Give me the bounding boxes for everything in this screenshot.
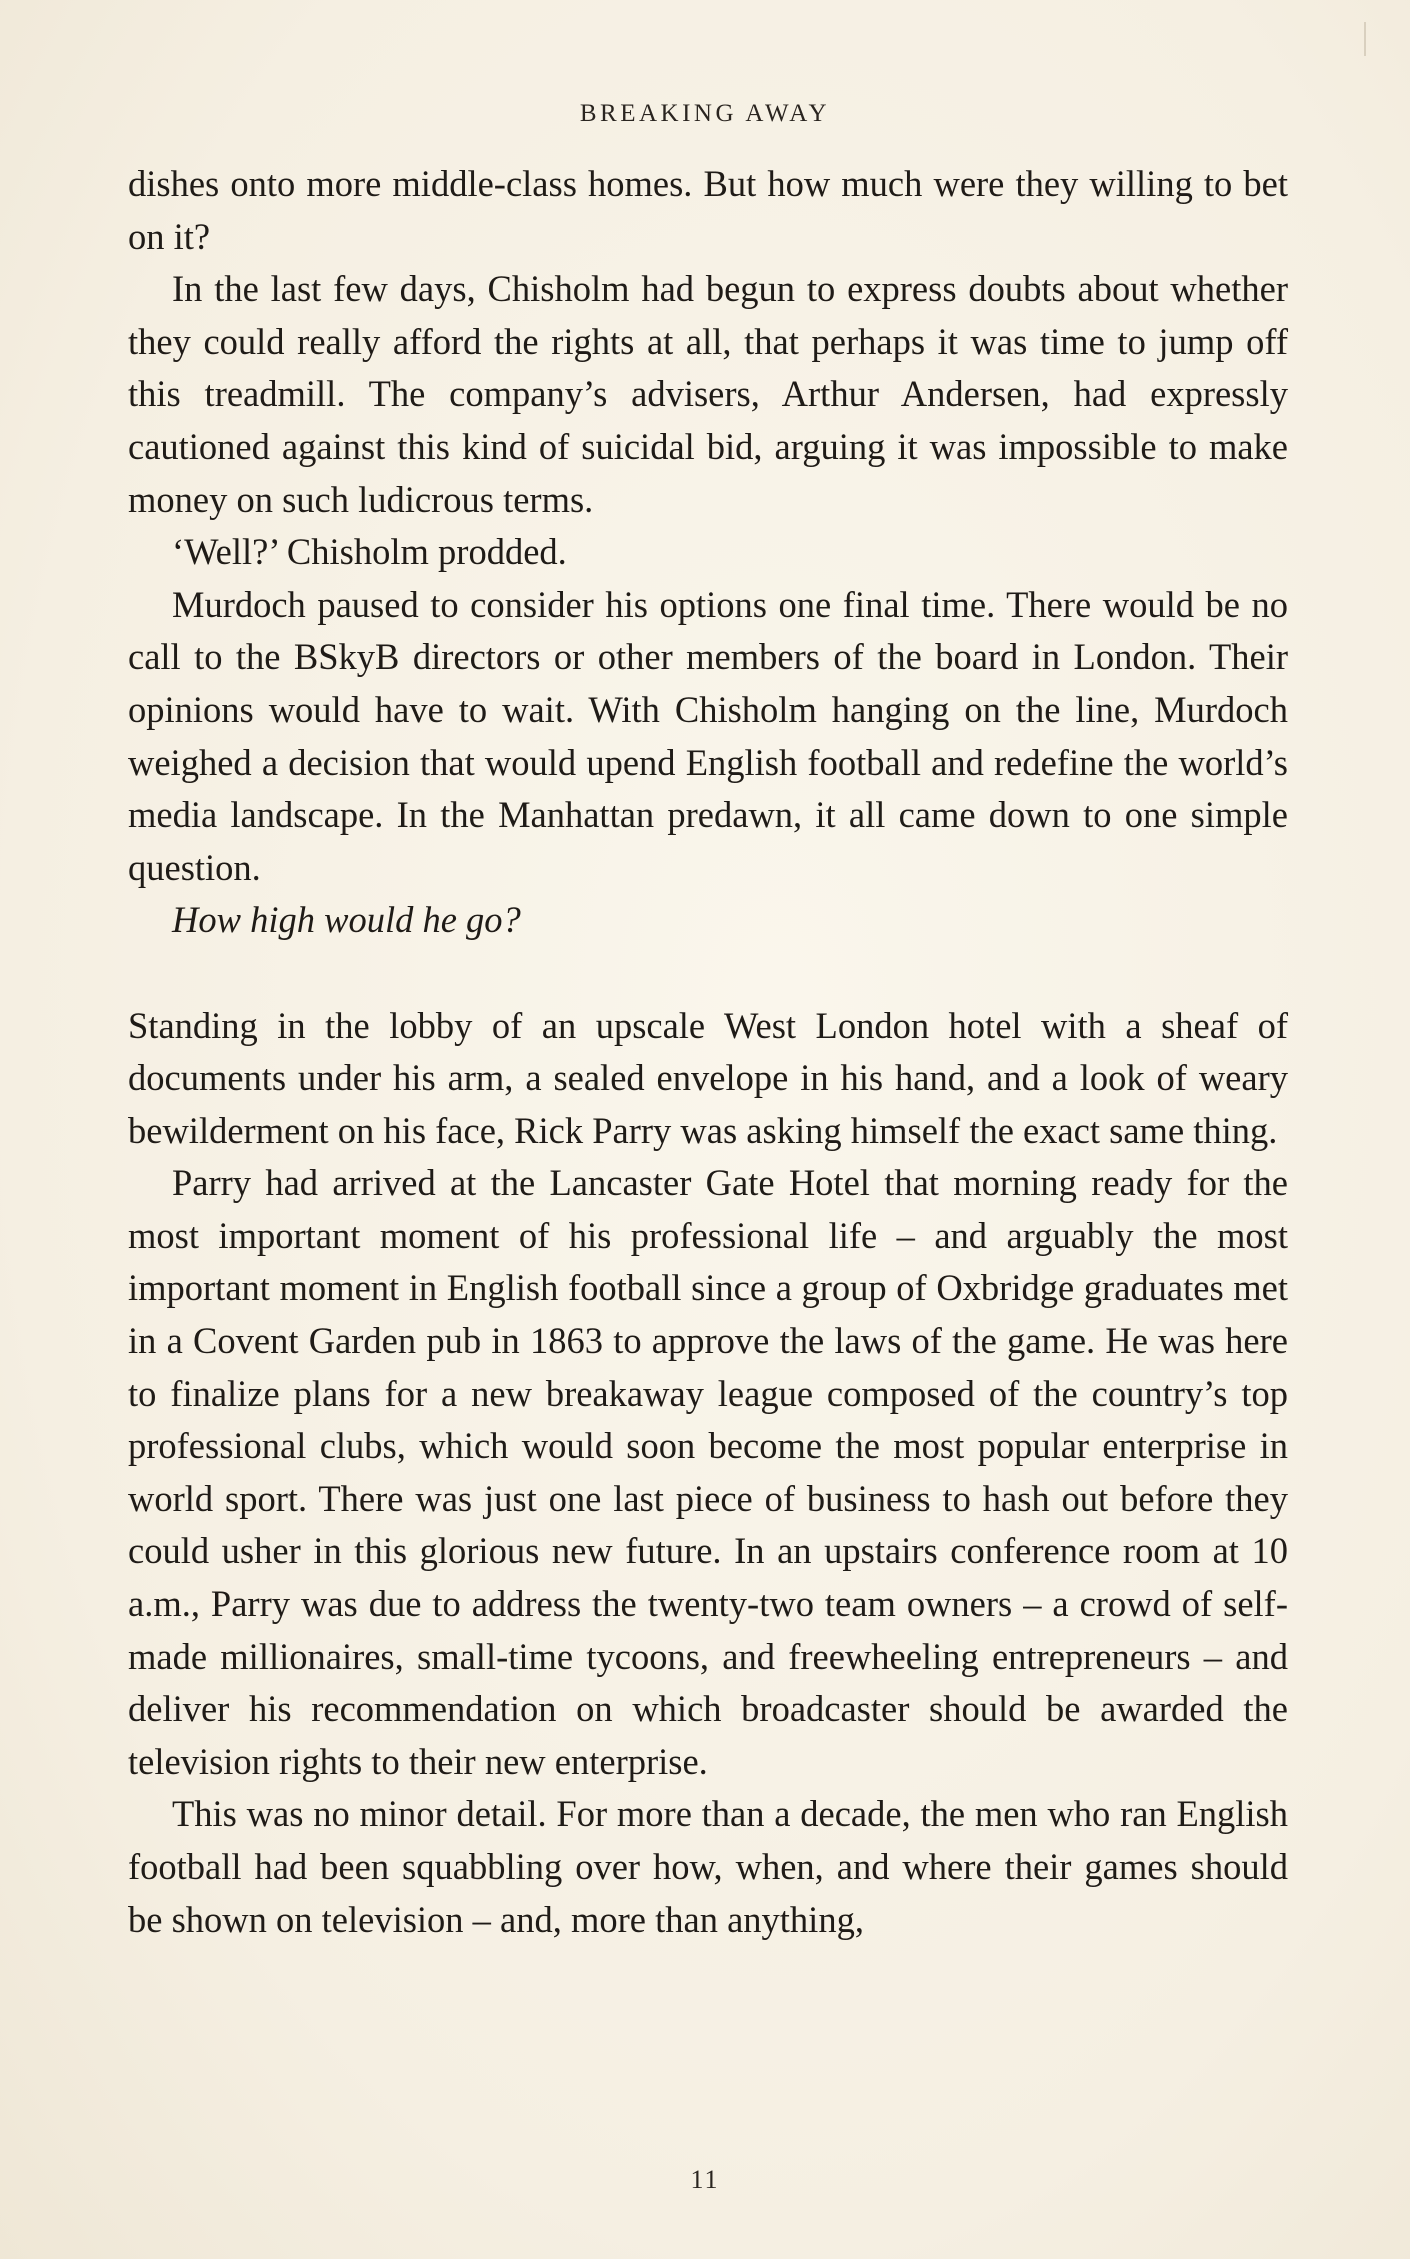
page-number: 11 bbox=[690, 2165, 720, 2194]
paragraph-section-start: Standing in the lobby of an upscale West London hotel with a sheaf of documents under his arm, a sealed envelope in his hand, and a look of weary bewilderment on his face, Rick Parry was asking himself the exact same thing. bbox=[128, 1004, 1288, 1151]
paragraph-italic-question: How high would he go? bbox=[172, 899, 521, 941]
paragraph-continued: dishes onto more middle-class homes. But how much were they willing to bet on it? bbox=[128, 163, 1288, 257]
running-head: BREAKING AWAY bbox=[579, 100, 831, 127]
paragraph-dialogue: ‘Well?’ Chisholm prodded. bbox=[172, 531, 567, 573]
paragraph: This was no minor detail. For more than a decade, the men who ran English football had been squabbling over how, when, and where their games should be shown on television – and, more than anything, bbox=[128, 1793, 1288, 1940]
paragraph: Murdoch paused to consider his options one final time. There would be no call to the BSkyB directors or other members of the board in London. Their opinions would have to wait. With Chisholm hanging on the line, Murdoch weighed a decision that would upend English football and redefine the world’s media landscape. In the Manhattan predawn, it all came down to one simple question. bbox=[128, 583, 1288, 888]
paragraph: In the last few days, Chisholm had begun to express doubts about whether they could really afford the rights at all, that perhaps it was time to jump off this treadmill. The company’s advisers, Arthur Andersen, had expressly cautioned against this kind of suicidal bid, arguing it was impossible to make money on such ludicrous terms. bbox=[128, 268, 1288, 520]
body-text bbox=[128, 158, 1288, 1946]
paragraph: Parry had arrived at the Lancaster Gate Hotel that morning ready for the most important moment of his professional life – and arguably the most important moment in English football since a group of Oxbridge graduates met in a Covent Garden pub in 1863 to approve the laws of the game. He was here to finalize plans for a new breakaway league composed of the country’s top professional clubs, which would soon become the most popular enterprise in world sport. There was just one last piece of business to hash out before they could usher in this glorious new future. In an upstairs conference room at 10 a.m., Parry was due to address the twenty-two team owners – a crowd of self-made millionaires, small-time tycoons, and freewheeling entrepreneurs – and deliver his recommendation on which broadcaster should be awarded the television rights to their new enterprise. bbox=[128, 1162, 1288, 1782]
page-edge-mark bbox=[1364, 22, 1366, 56]
